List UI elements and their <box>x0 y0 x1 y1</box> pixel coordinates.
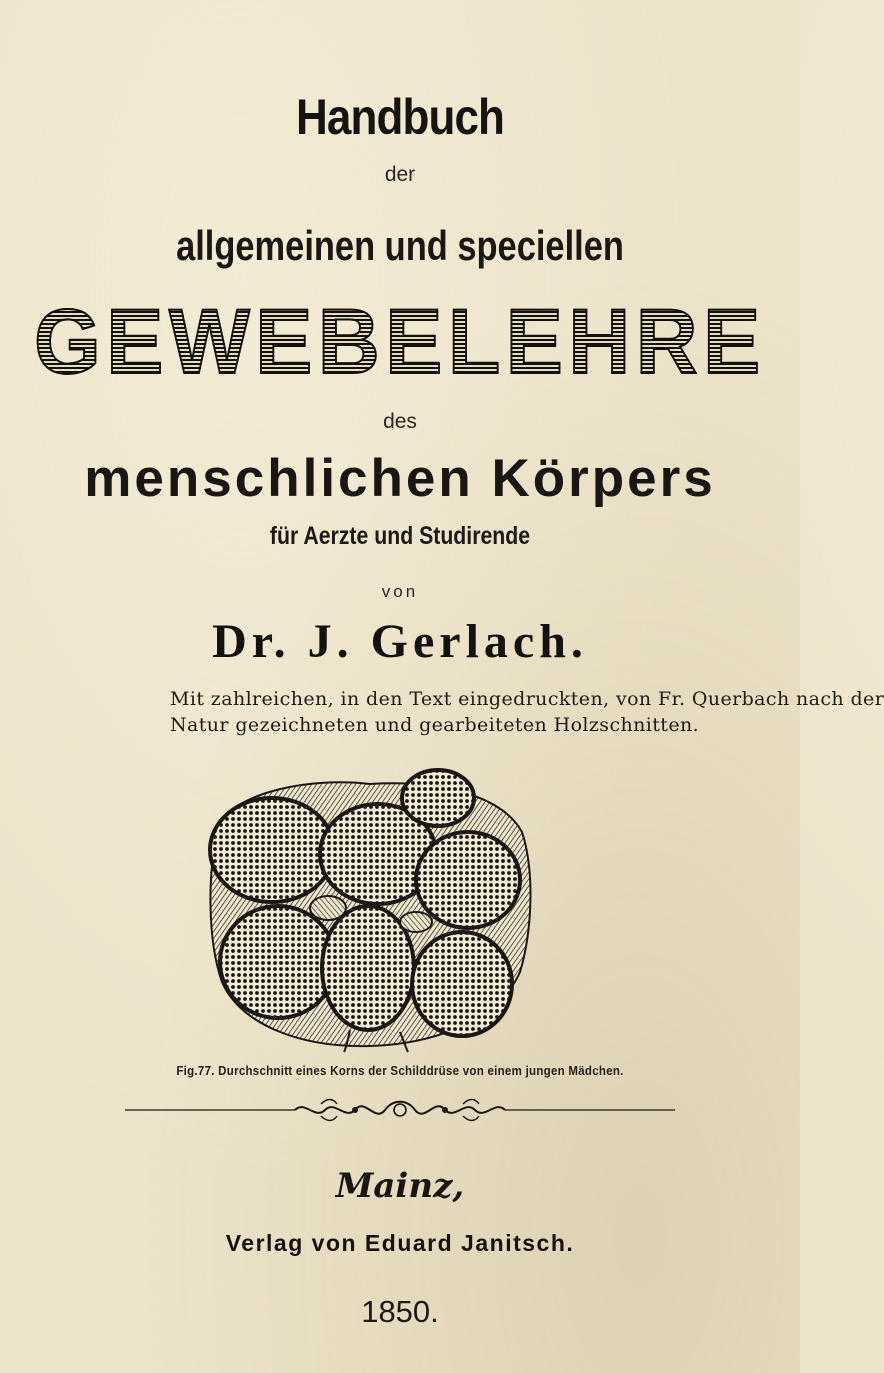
engraving-thyroid-section-icon <box>200 762 540 1052</box>
author-prefix: Dr. <box>212 615 291 668</box>
imprint-place: Mainz, <box>335 1166 465 1206</box>
title-gewebelehre <box>28 292 772 392</box>
subtitle-line-2: Natur gezeichneten und gearbeiteten Holzschnitten. <box>170 714 700 736</box>
title-allgemeinen: allgemeinen und speciellen <box>176 222 624 269</box>
author-line <box>0 614 800 669</box>
title-audience: für Aerzte und Studirende <box>269 522 531 550</box>
title-der: der <box>384 163 416 186</box>
title-menschlichen: menschlichen Körpers <box>84 449 716 508</box>
figure-caption: Fig.77. Durchschnitt eines Korns der Schilddrüse von einem jungen Mädchen. <box>176 1064 624 1078</box>
title-gewebelehre-text: GEWEBELEHRE <box>34 291 766 393</box>
author-name: J. Gerlach. <box>307 615 588 668</box>
title-des: des <box>383 410 417 433</box>
subtitle-line-1: Mit zahlreichen, in den Text eingedruckten, von Fr. Querbach nach der <box>170 688 884 710</box>
title-von: von <box>381 582 419 601</box>
imprint-year: 1850. <box>361 1294 439 1329</box>
ornamental-rule-icon <box>125 1095 675 1125</box>
title-handbuch: Handbuch <box>295 89 505 145</box>
imprint-publisher: Verlag von Eduard Janitsch. <box>225 1230 575 1256</box>
